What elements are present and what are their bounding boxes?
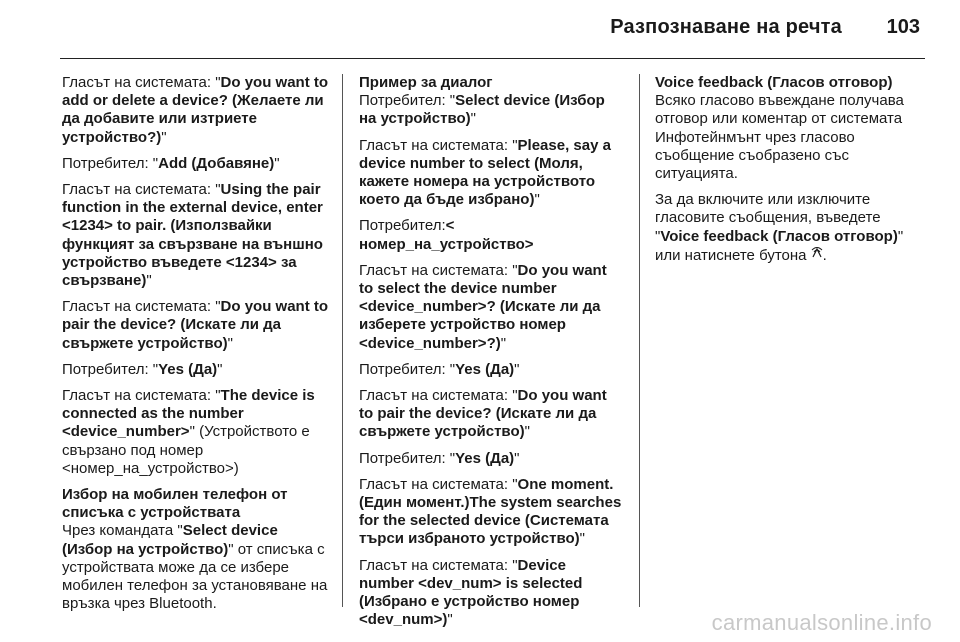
column-divider-1 [342, 74, 343, 607]
column-2 [359, 74, 625, 637]
watermark: carmanualsonline.info [711, 610, 932, 635]
body-paragraph: Чрез командата "Select device (Избор на устройство)" от списъка с устройствата може да се избере мобилен телефон за установяване на връзка чрез Bluetooth. [62, 522, 328, 613]
dialog-line: Гласът на системата: "The device is connected as the number <device_number>" (Устройството е свързано под номер <номер_на_устройство>) [62, 387, 315, 477]
dialog-line: Гласът на системата: "Do you want to pair the device? (Искате ли да свържете устройство)" [359, 387, 607, 441]
page-number: 103 [886, 16, 920, 38]
column-3 [655, 74, 925, 273]
header-rule [60, 58, 925, 59]
section-heading: Voice feedback (Гласов отговор) [655, 74, 893, 91]
voice-button-icon [811, 246, 823, 264]
dialog-line: Потребител: "Add (Добавяне)" [62, 154, 280, 172]
dialog-line: Гласът на системата: "Do you want to select the device number <device_number>? (Искате ли да изберете устройство номер <device_number>?)" [359, 261, 607, 352]
dialog-line: Гласът на системата: "Using the pair function in the external device, enter <1234> to pair. (Използвайки функцият за свързване на външно устройство въведете <1234> за свързване)" [62, 181, 323, 290]
dialog-line: Потребител: "Yes (Да)" [359, 360, 520, 378]
dialog-line: Гласът на системата: "Please, say a device number to select (Моля, кажете номера на устройството което да бъде избрано)" [359, 136, 611, 209]
body-paragraph: За да включите или изключите гласовите съобщения, въведете "Voice feedback (Гласов отговор)" или натиснете бутона . [655, 191, 904, 264]
dialog-line: Гласът на системата: "One moment. (Един момент.)The system searches for the selected device (Системата търси избраното устройство)" [359, 475, 622, 548]
dialog-line: Гласът на системата: "Do you want to pair the device? (Искате ли да свържете устройство)" [62, 298, 329, 352]
dialog-line: Потребител: "Yes (Да)" [62, 360, 223, 378]
column-divider-2 [639, 74, 640, 607]
dialog-line: Гласът на системата: "Device number <dev_num> is selected (Избрано е устройство номер <dev_num>)" [359, 556, 583, 629]
dialog-line: Потребител: "Yes (Да)" [359, 449, 520, 467]
page-header [0, 0, 960, 58]
page-title: Разпознаване на речта [610, 16, 842, 38]
body-paragraph: Всяко гласово въвеждане получава отговор или коментар от системата Инфотейнмънт чрез гласово съобщение съобразено със ситуацията. [655, 92, 904, 183]
section-heading: Избор на мобилен телефон от списъка с устройствата [62, 486, 288, 522]
column-1 [62, 74, 330, 621]
dialog-line: Гласът на системата: "Do you want to add or delete a device? (Желаете ли да добавите или изтриете устройство?)" [62, 74, 329, 146]
dialog-line: Потребител:< номер_на_устройство> [359, 217, 534, 253]
section-heading: Пример за диалог [359, 74, 493, 91]
dialog-line: Потребител: "Select device (Избор на устройство)" [359, 92, 605, 128]
